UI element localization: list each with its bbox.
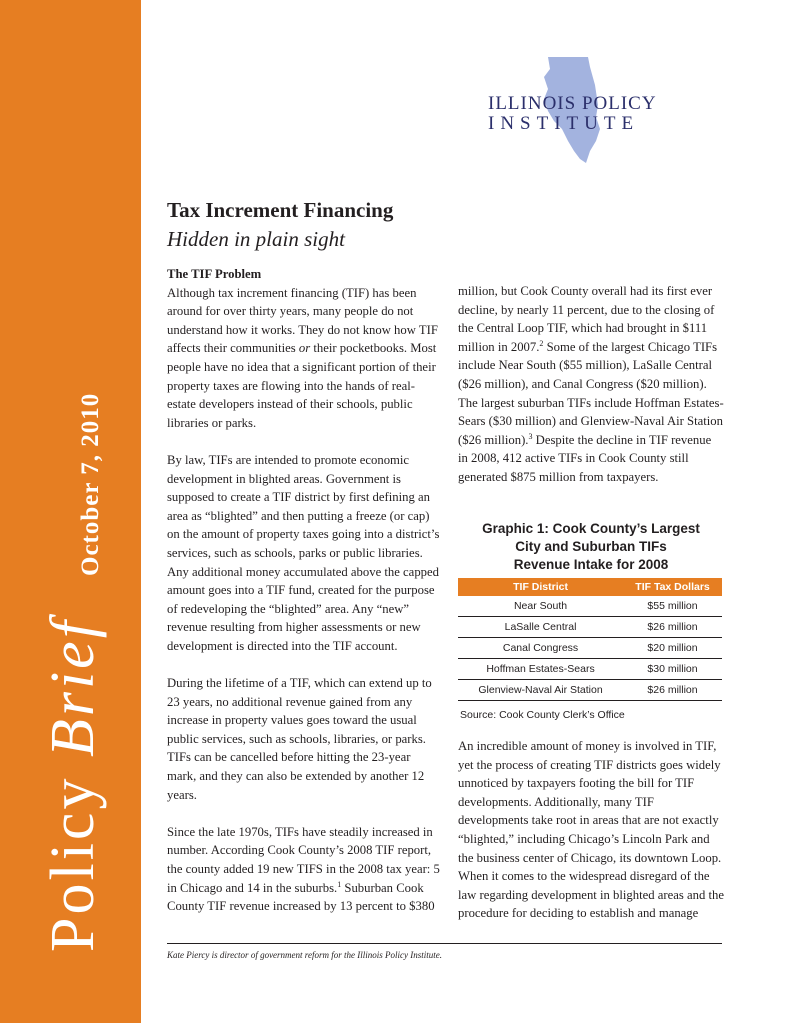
- author-note: Kate Piercy is director of government reform for the Illinois Policy Institute.: [167, 950, 442, 960]
- paragraph-3: During the lifetime of a TIF, which can extend up to 23 years, no additional revenue gained from any increase in property values goes toward the usual public services, such as schools, libraries, or parks. TIFs can be cancelled before hitting the 23-year mark, and they can also be extended by another 12 years.: [167, 676, 432, 802]
- table-row: [458, 617, 722, 638]
- district-cell: Glenview-Naval Air Station: [458, 680, 623, 701]
- footer-divider: [167, 943, 722, 944]
- paragraph-2: By law, TIFs are intended to promote economic development in blighted areas. Government is supposed to create a TIF district by first defining an area as “blighted” and then putting a freeze (or cap) on the amount of property taxes going into a district’s services, such as schools, parks or public libraries. Any additional money accumulated above the capped amount goes into a TIF fund, created for the purpose of redeveloping the “blighted” area. Any “new” revenue resulting from higher assessments or new development is directed into the TIF account.: [167, 452, 440, 653]
- district-cell: Canal Congress: [458, 638, 623, 659]
- document-title: Tax Increment Financing: [167, 198, 394, 222]
- column-left: [167, 265, 442, 934]
- logo-line-institute: INSTITUTE: [488, 113, 640, 134]
- dollars-cell: $30 million: [623, 659, 722, 680]
- dollars-cell: $20 million: [623, 638, 722, 659]
- table-source: Source: Cook County Clerk’s Office: [460, 709, 625, 721]
- dollars-cell: $26 million: [623, 617, 722, 638]
- table-header-row: [458, 578, 722, 596]
- district-cell: LaSalle Central: [458, 617, 623, 638]
- paragraph-5: million, but Cook County overall had its first ever decline, by nearly 11 percent, due to the closing of the Central Loop TIF, which had brought in $111 million in 2007.$^2$ Some of the largest Chicago TIFs include Near South ($55 million), LaSalle Central ($26 million), and Canal Congress ($20 million). The largest suburban TIFs include Hoffman Estates-Sears ($30 million) and Glenview-Naval Air Station ($26 million).$^3$ Despite the decline in TIF revenue in 2008, 412 active TIFs in Cook County still generated $875 million from taxpayers.: [458, 284, 724, 484]
- sidebar: [0, 0, 141, 1023]
- dollars-cell: $55 million: [623, 596, 722, 617]
- title-word-policy: Policy: [39, 775, 107, 952]
- paragraph-1: Although tax increment financing (TIF) has been around for over thirty years, many people do not understand how it works. They do not know how TIF affects their communities or their pocketbooks. Most people have no idea that a significant portion of their property taxes are flowing into the hands of real-estate developers instead of their schools, public libraries or parks.: [167, 285, 438, 430]
- footnote-ref-1: 1: [337, 879, 342, 889]
- column-header-dollars: TIF Tax Dollars: [623, 578, 722, 596]
- graphic-title: Graphic 1: Cook County’s Largest City and Suburban TIFs Revenue Intake for 2008: [482, 521, 700, 572]
- column-right-top: [458, 282, 724, 505]
- district-cell: Near South: [458, 596, 623, 617]
- dollars-cell: $26 million: [623, 680, 722, 701]
- logo-line-illinois-policy: ILLINOIS POLICY: [488, 93, 657, 114]
- district-cell: Hoffman Estates-Sears: [458, 659, 623, 680]
- institute-logo: [480, 55, 670, 165]
- section-heading: The TIF Problem: [167, 267, 262, 281]
- footnote-ref-3: 3: [528, 431, 533, 441]
- table-row: [458, 680, 722, 701]
- table-row: [458, 638, 722, 659]
- table-row: [458, 659, 722, 680]
- paragraph-4: Since the late 1970s, TIFs have steadily increased in number. According Cook County’s 2008 TIF report, the county added 19 new TIFS in the 2008 tax year: 5 in Chicago and 14 in the suburbs.$^1$ Suburban Cook County TIF revenue increased by 13 percent to $380: [167, 824, 440, 914]
- policy-brief-title: [39, 618, 107, 952]
- footnote-ref-2: 2: [539, 338, 544, 348]
- tif-table: [458, 578, 722, 701]
- document-subtitle: Hidden in plain sight: [167, 227, 345, 251]
- column-right-bottom: [458, 737, 724, 942]
- publication-date: October 7, 2010: [77, 392, 104, 576]
- table-row: [458, 596, 722, 617]
- column-header-district: TIF District: [458, 578, 623, 596]
- title-word-brief: Brief: [39, 618, 107, 758]
- paragraph-6: An incredible amount of money is involved in TIF, yet the process of creating TIF districts goes widely unnoticed by taxpayers footing the bill for TIF developments. Additionally, many TIF developments take root in areas that are not exactly “blighted,” including Chicago’s Lincoln Park and the business center of Chicago, its downtown Loop. When it comes to the widespread disregard of the law regarding development in blighted areas and the procedure for deciding to establish and manage: [458, 739, 724, 921]
